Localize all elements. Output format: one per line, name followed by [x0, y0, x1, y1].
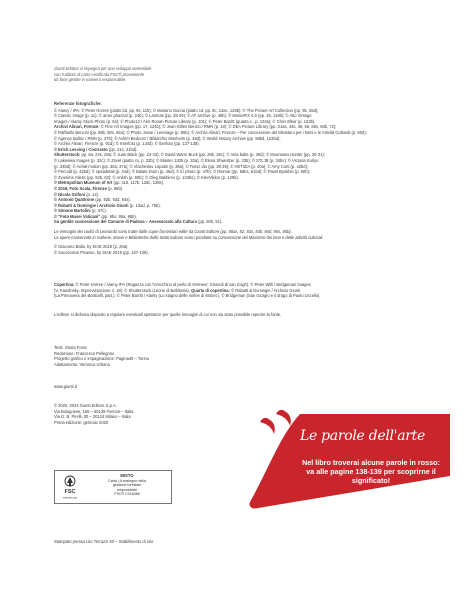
cover-text: (V. Kandinsky, Improvvisazione n. 19); © Shutterstock (Leone di Babilonia).: [54, 287, 192, 293]
promo-hint: Nel libro troverai alcune parole in rosso: va alle pagine 138-139 per scoprirne il significato!: [302, 458, 440, 485]
website-link[interactable]: www.giunti.it: [54, 384, 77, 389]
eco-note-line: da fonti gestite in maniera responsabile.: [54, 77, 127, 83]
fsc-url: www.fsc.org: [63, 496, 77, 500]
fsc-logo-text: FSC: [64, 489, 76, 495]
credit-source: © "Foto Musei Vaticani": [54, 213, 101, 219]
back-cover-label: Quarta di copertina:: [191, 287, 230, 293]
credit-text: © Agence Bulloz / RMN (p. 37b); © Achim Bednorz / Bildarchiv Monheim (p. 48d); © World History Archive (pp. 58bd, 123bd);: [54, 135, 281, 141]
credit-source: © Erich Lessing / Contrasto: [54, 146, 108, 152]
siae-credit: © Giacomo Balla, by SIAE 2019 (p. 29a).: [54, 244, 129, 250]
credit-text: (p. 12).: [85, 191, 100, 197]
credit-text: (pp. 9bs, 95a, 95b).: [100, 213, 137, 219]
ministero-note: Le opere conservate in Gallerie, Musei e Biblioteche dello Stato italiano sono riprodotte su concessione del Ministero dei beni e delle attività culturali.: [54, 234, 324, 240]
staff-line: Progetto grafico e impaginazione: Pagina49 – Torino: [54, 356, 150, 362]
credit-text: © Lakeview Images (p. 32c); © Zsvet (piatto cs, p. 32b); © Master 1305 (p. 33a); © Elena Shweitzer (p. 33b); © STLJB (p. 34bs); © Victoria Kurlyo: [54, 157, 319, 163]
credit-text: (pp. 50b, 51).: [196, 219, 223, 225]
fsc-mark: MISTO: [120, 473, 134, 478]
eco-note-line: con l'utilizzo di carta certificata FSC® proveniente: [54, 71, 145, 77]
credit-text: © Raffaello Bencini (pp. 69b, 80s, 92a); © Photo Josse / Leemage (p. 85b); © Archivi Alinari, Firenze – Per concessione del Ministero per i Beni e le Attività Culturali (p. 80d);: [54, 129, 367, 135]
staff-line: Testi: Gloria Fossi: [54, 345, 87, 350]
photo-credits: [54, 101, 414, 255]
quote-mark-icon: [276, 410, 291, 426]
cover-label: Copertina:: [54, 282, 75, 287]
copyright-line: Via Bolognese, 165 – 50139 Firenze – Italia: [54, 408, 134, 414]
eco-note-line: Giunti Editore si impegna per uno sviluppo sostenibile: [54, 66, 152, 71]
copyright-line: © 2020, 2024 Giunti Editore S.p.A.: [54, 403, 117, 408]
staff-credits: [54, 345, 234, 367]
copyright-block: [54, 403, 214, 425]
disclaimer: L'editore si dichiara disposto a regolare eventuali spettanze per quelle immagini di cui non sia stato possibile reperire la fonte.: [54, 312, 282, 317]
fsc-text: [85, 474, 169, 497]
fsc-line: gestione forestale: [112, 483, 142, 488]
copyright-line: Prima edizione: gennaio 2020: [54, 419, 109, 425]
credit-text: © Archivi Alinari, Firenze (p. 91d); © Interfoto (p. 134d); © Iberfoto (pp. 137-138).: [54, 141, 200, 147]
credit-text: (p. 34bd); © Aerial-motion (pp. 35a, 37a); © Viacheslav Lopatin (p. 36a); © Tomiz dio (pp. 38-39); © HETIZIA (p. 40a); © Amy Corti (p. 42bd);: [54, 163, 309, 169]
staff-line: Redazione: Francesca Pellegrino: [54, 350, 115, 356]
credit-text: (pp. 21s, 41bd).: [107, 146, 138, 152]
credit-text: © Alamy / IPA: © Peter Horree (piatto bd. pp. 9s, 115); © Mariano Garcia (piatto cd. pp. 9c, 13ac, 128b); © The Picture Art Collection (pp. 9b, 55d);: [54, 107, 319, 113]
cover-credits: [54, 282, 414, 299]
codici-note: Le immagini dei codici di Leonardo sono tratte dalle copie facsimilari edite da Giunti Editore (pp. 58as, 82, 83s, 83b, 84d, 85s, 85b).: [54, 229, 292, 235]
credit-source: © Rabatti & Domingie / Archivio Giunti: [54, 202, 129, 208]
copyright-line: Via G. B. Pirelli, 30 – 20124 Milano – Italia: [54, 414, 131, 420]
credit-text: © Percold (p. 42bd); © spatuletail (p. 44d); © Balate Dorin (p. 46d); © ll.l photo (p. 47b); © Reimar (pp. 58bs, 61bd); © Pavel Byukhin (p. 60b);: [54, 169, 311, 175]
credit-source: Su gentile concessione del Comune di Padova – Assessorato alla Cultura: [54, 219, 197, 225]
credit-source: © 2019, Foto Scala, Firenze: [54, 185, 107, 191]
quote-mark-icon: [260, 418, 275, 434]
eco-note: [54, 66, 229, 83]
credit-text: (p. 13ad, p. 75b).: [128, 202, 161, 208]
credit-text: pp. 6a, 23s, 28a; © Juan Black (pp. 22-23); © David Warre Buck (pp. 25b, 39c); © mira balta (p. 30d); © Mountains Hunter (pp. 30-31);: [80, 152, 325, 158]
credit-text: (p. 96b).: [106, 185, 124, 191]
back-cover-text: (La Primavera del Botticelli, part.); © Peter Barritt / Alamy (Lo stagno delle ninfee di Monet ). © Bridgeman (San Giorgio e il drago di Paolo Uccello).: [54, 293, 321, 299]
promo-ribbon-title: Le parole dell'arte: [300, 428, 425, 444]
credit-text: © Classic Image (p. 11); © amer ghazzal (p. 24b); © Lanmas (pp. 28-29); © AF archive (p. 48b); © MoniePIX 6.0 (pp. 49, 118b); © Alto Vintage: [54, 113, 312, 119]
credit-text: (pp. 92b, 93d, 93s).: [94, 197, 131, 203]
credit-source: © Nicola Grifoni: [54, 191, 85, 197]
cover-text: © Peter Horree / Alamy IPA (Ragazza con l'orecchino di perla di Vermeer; Girasoli di van Gogh); © Peter Willi / Bridgeman Images: [74, 282, 311, 287]
printer-info: Stampato presso Lito Terrazzi Srl – Stabilimento di Iolo: [54, 539, 154, 544]
credit-text: (p. 47c).: [90, 208, 107, 214]
credit-text: © Zvonimir Atletic (pp. 62b, 63); © Anilsh (p. 90b); © Oleg Bakhirev (p. 123bs); © KlevVikkor (p. 129b).: [54, 174, 239, 180]
siae-credit: © Succession Picasso, by SIAE 2019 (pp. 137-138).: [54, 249, 149, 255]
credit-text: (pp. 116, 117b, 128c, 128s).: [112, 180, 165, 186]
credit-source: © Metropolitan Museum of Art: [54, 180, 113, 186]
credits-title: Referenze fotografiche:: [54, 101, 103, 106]
credit-source: © Antonio Quattrone: [54, 197, 95, 203]
credits-list: [54, 108, 414, 225]
credit-source: Shutterstock:: [54, 152, 81, 158]
credit-text: Images / Alamy Stock Photo (p. 54); © Photo12 / Ann Ronan Picture Library (p. 101); © Peter Barritt (quarta c., p. 123a); © Chris Elkar (p. 133b).: [54, 118, 316, 124]
fsc-line: Carta | A sostegno della: [108, 478, 146, 483]
fsc-tree-icon: [59, 474, 81, 501]
credit-source: Archivi Alinari, Firenze:: [54, 124, 100, 130]
credit-text: © Fine Art Images (pp. 17, 124b); © Jean-Gilles Berizzi / RMN (p. 18); © DEA Picture Library (pp. 31as, 44s, 45, 56, 68s, 68b, 72);: [99, 124, 337, 130]
staff-line: Adattamento: Veronica Urbano: [54, 361, 110, 367]
back-cover-text: © Rabatti & Domingie / Archivio Giunti: [229, 287, 301, 293]
fsc-line: responsabile: [116, 487, 138, 492]
credit-source: © Simone Bartolini: [54, 208, 91, 214]
fsc-badge: [54, 470, 172, 504]
fsc-code: FSC® C018466: [114, 492, 140, 497]
